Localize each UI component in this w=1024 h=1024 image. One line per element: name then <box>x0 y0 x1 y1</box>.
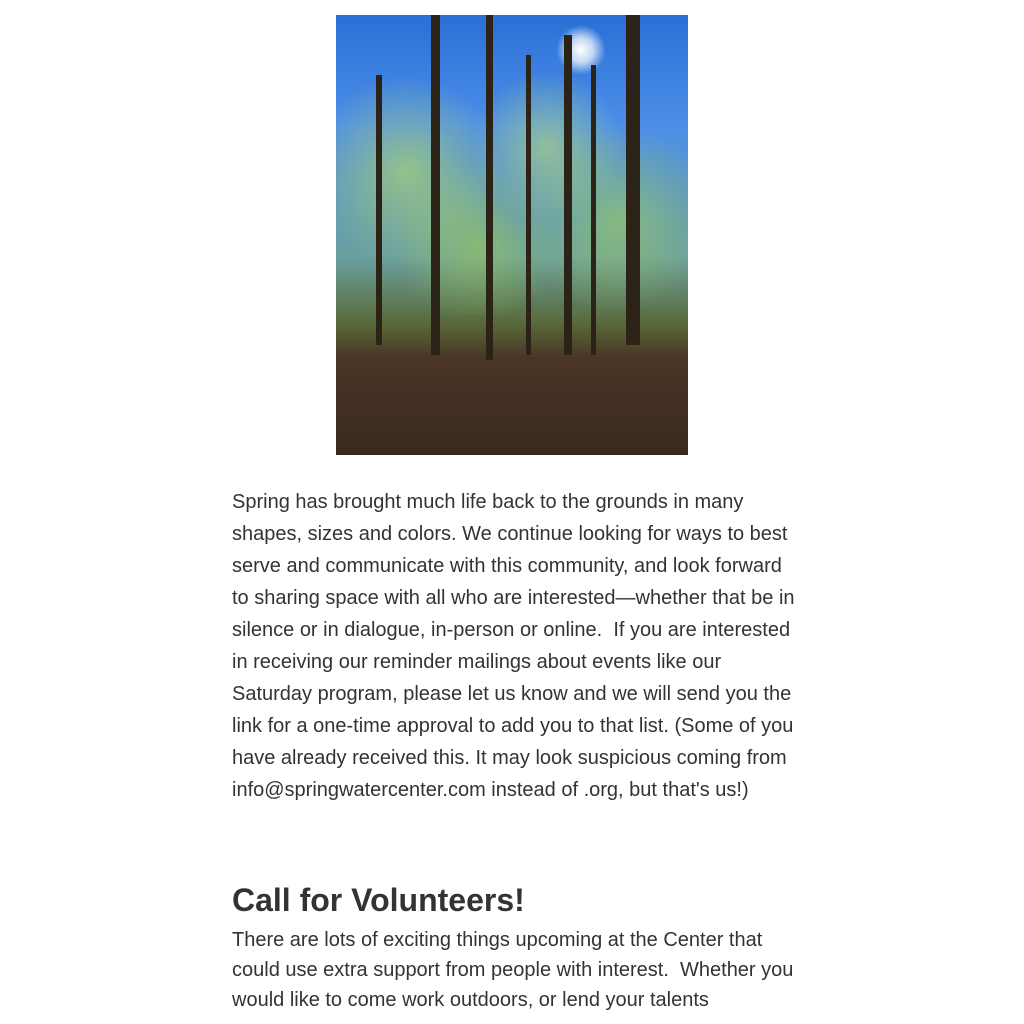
tree-trunk <box>626 15 640 345</box>
tree-trunk <box>486 15 493 360</box>
tree-trunk <box>431 15 440 355</box>
tree-trunk <box>591 65 596 355</box>
tree-trunk <box>376 75 382 345</box>
tree-trunk <box>564 35 572 355</box>
volunteers-paragraph: There are lots of exciting things upcoming at the Center that could use extra support from people with interest. Whether you would like to come work outdoors, or lend your talents <box>232 929 794 1011</box>
volunteers-heading: Call for Volunteers! <box>232 882 525 918</box>
forest-photo <box>336 15 688 455</box>
intro-paragraph: Spring has brought much life back to the grounds in many shapes, sizes and colors. We continue looking for ways to best serve and communicate with this community, and look forward to sharing space with all who are interested—whether that be in silence or in dialogue, in-person or online. If you are interested in receiving our reminder mailings about events like our Saturday program, please let us know and we will send you the link for a one-time approval to add you to that list. (Some of you have already received this. It may look suspicious coming from info@springwatercenter.com instead of .org, but that's us!) <box>232 491 795 801</box>
tree-trunk <box>526 55 531 355</box>
